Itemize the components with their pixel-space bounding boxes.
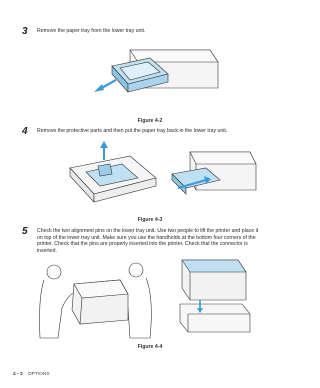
step-number: 5 <box>22 226 28 237</box>
step-number: 3 <box>22 26 28 37</box>
step-text-line: Check the two alignment pins on the lower tray unit. Use two people to lift the printer and place it <box>37 228 259 234</box>
page-footer <box>13 372 50 377</box>
step-text: Remove the paper tray from the lower tray unit. <box>37 28 146 34</box>
step-text-line: printer. Check that the pins are properly inserted into the printer. Check that the connector is <box>37 241 248 247</box>
figure-caption: Figure 4-4 <box>137 344 163 350</box>
page-number: 4 - 3 <box>13 372 23 377</box>
section-name: OPTIONS <box>27 372 50 377</box>
figure-caption: Figure 4-3 <box>137 217 163 223</box>
step-text-line: on top of the lower tray unit. Make sure you use the handholds at the bottom four corners of the <box>37 234 256 241</box>
step-text: Remove the protective parts and then put the paper tray back in the lower tray unit. <box>37 128 228 134</box>
figure-4-2-illustration <box>90 40 220 102</box>
figure-4-4-illustration <box>24 258 274 340</box>
figure-4-3-illustration <box>60 140 260 212</box>
step-text-line: inserted. <box>37 247 57 254</box>
step-number: 4 <box>22 126 28 137</box>
figure-caption: Figure 4-2 <box>137 118 163 124</box>
step-text <box>37 228 299 254</box>
